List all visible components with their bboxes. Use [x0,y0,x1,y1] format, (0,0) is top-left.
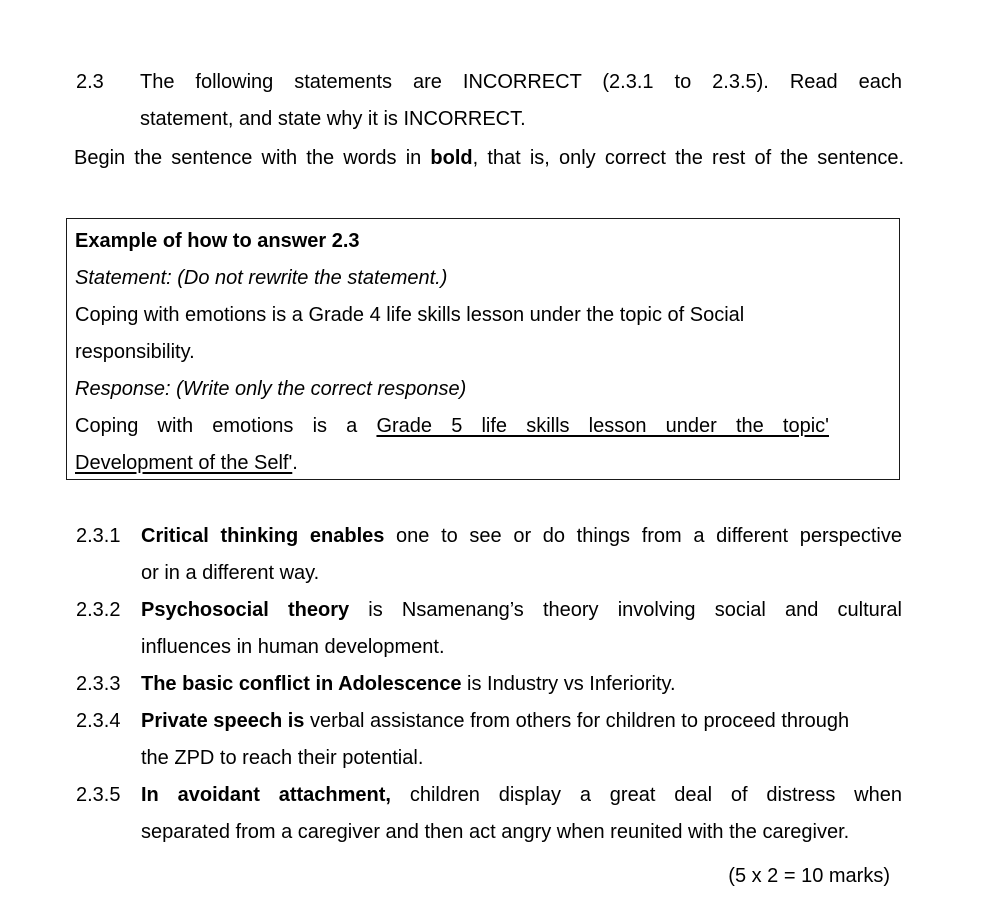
statement-number: 2.3.3 [76,673,121,695]
statement-bold-lead: Private speech is [141,710,305,732]
statement-body [141,592,902,666]
response-underlined-text-2: Development of the Self' [75,452,293,474]
example-statement-line-1: Coping with emotions is a Grade 4 life skills lesson under the topic of Social [75,304,745,326]
statement-line-1 [141,592,902,629]
statement-line-1-rest: children display a great deal of distress when [390,784,902,806]
statement-line-1-rest: is Nsamenang’s theory involving social and cultural [349,599,902,621]
instruction-line-2: statement, and state why it is INCORRECT. [140,108,526,130]
example-box-title: Example of how to answer 2.3 [75,230,360,252]
statement-bold-lead: The basic conflict in Adolescence [141,673,462,695]
statement-item-1 [76,518,902,592]
statement-body [141,703,902,777]
begin-sentence-line [74,140,904,177]
statement-line-1 [141,518,902,555]
statement-item-2 [76,592,902,666]
question-intro-block [76,64,902,138]
statement-number: 2.3.2 [76,599,121,621]
statement-body [141,518,902,592]
statement-bold-lead: In avoidant attachment, [141,784,391,806]
begin-bold-word: bold [430,147,473,169]
statement-number: 2.3.1 [76,525,121,547]
statement-line-1-rest: is Industry vs Inferiority. [461,673,676,695]
statement-line-1 [141,703,902,740]
example-response-line-1 [75,408,829,445]
statement-line-1-rest: verbal assistance from others for children to proceed through [304,710,850,732]
statement-bold-lead: Critical thinking enables [141,525,385,547]
begin-suffix: , that is, only correct the rest of the sentence. [472,147,905,169]
example-response-label: Response: (Write only the correct response) [75,378,467,400]
marks-allocation: (5 x 2 = 10 marks) [728,865,890,887]
statement-line-2: separated from a caregiver and then act angry when reunited with the caregiver. [141,821,850,843]
statement-line-2: the ZPD to reach their potential. [141,747,424,769]
example-statement-line-2: responsibility. [75,341,195,363]
question-row [76,64,902,138]
response-plain-text: Coping with emotions is a [75,415,377,437]
statement-line-1 [141,777,902,814]
statement-item-4 [76,703,902,777]
statement-line-1-rest: one to see or do things from a different perspective [384,525,902,547]
statement-item-3 [76,666,902,703]
example-response-line-2 [75,445,891,482]
response-trailing-period: . [292,452,298,474]
statement-body [141,666,902,703]
statement-number: 2.3.4 [76,710,121,732]
instruction-line-1: The following statements are INCORRECT (2.3.1 to 2.3.5). Read each [140,71,902,93]
response-underlined-text-1: Grade 5 life skills lesson under the topic' [376,415,829,437]
example-box-content [75,223,891,482]
statement-body [141,777,902,851]
statement-number: 2.3.5 [76,784,121,806]
example-statement-label: Statement: (Do not rewrite the statement.) [75,267,448,289]
statement-line-2: influences in human development. [141,636,445,658]
question-instruction-text [140,64,902,138]
example-answer-box [66,218,900,480]
statement-item-5 [76,777,902,851]
statement-line-2: or in a different way. [141,562,320,584]
begin-prefix: Begin the sentence with the words in [74,147,431,169]
statements-list [76,518,902,851]
statement-line-1 [141,666,902,703]
question-number: 2.3 [76,71,104,93]
statement-bold-lead: Psychosocial theory [141,599,350,621]
